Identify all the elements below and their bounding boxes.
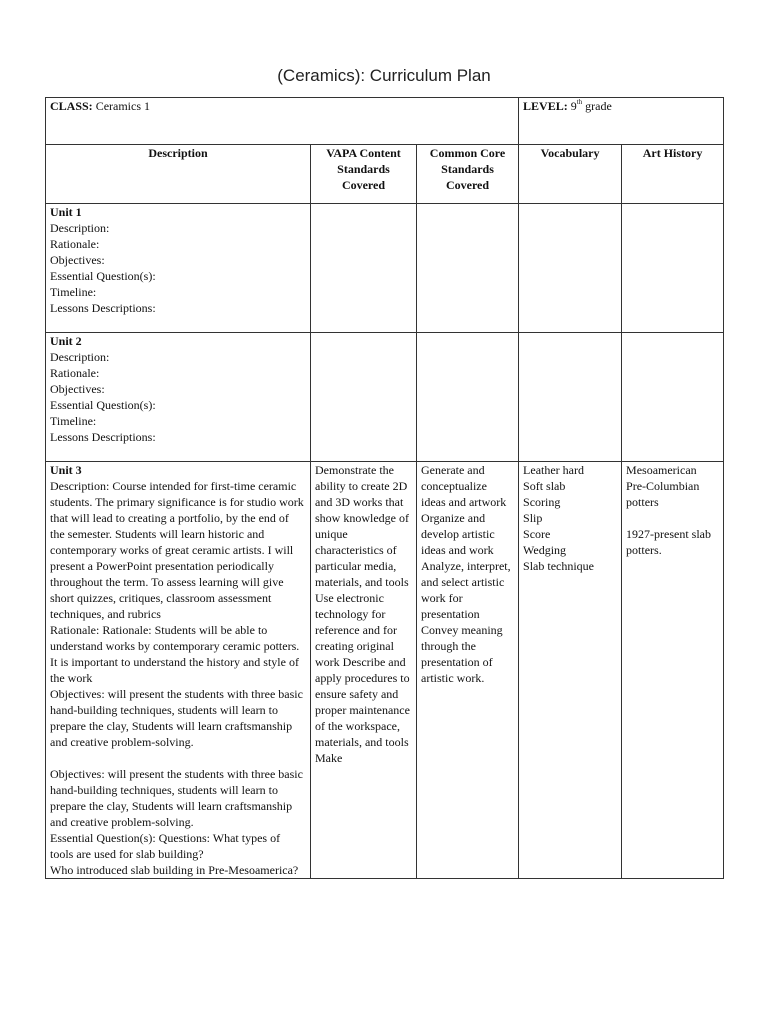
unit-3-row	[46, 462, 724, 879]
unit-1-vapa-cell	[311, 204, 417, 333]
header-description: Description	[46, 145, 311, 204]
vocabulary-item: Slab technique	[523, 559, 595, 573]
unit-2-vocabulary-cell	[519, 333, 622, 462]
header-row	[46, 145, 724, 204]
unit-3-objectives: Objectives: will present the students with three basic hand-building techniques, students will learn to prepare the clay, Students will learn craftsmanship and creative problem-solving.	[50, 687, 303, 749]
unit-1-title: Unit 1	[50, 205, 82, 219]
unit-1-common-core-cell	[417, 204, 519, 333]
vocabulary-item: Scoring	[523, 495, 561, 509]
unit-2-title: Unit 2	[50, 334, 82, 348]
unit-1-description-cell	[46, 204, 311, 333]
class-label: CLASS:	[50, 99, 93, 113]
art-history-item: 1927-present slab potters.	[626, 527, 712, 557]
level-value-text: grade	[585, 99, 612, 113]
unit-2-vapa-cell	[311, 333, 417, 462]
header-vocabulary: Vocabulary	[519, 145, 622, 204]
vocabulary-item: Slip	[523, 511, 543, 525]
spacer	[626, 510, 719, 526]
page-title: (Ceramics): Curriculum Plan	[277, 66, 491, 85]
unit-2-line: Objectives:	[50, 382, 105, 396]
unit-1-line: Lessons Descriptions:	[50, 301, 156, 315]
curriculum-table	[45, 97, 724, 879]
header-common-core: Common Core Standards Covered	[417, 145, 519, 204]
unit-2-line: Rationale:	[50, 366, 100, 380]
unit-1-line: Rationale:	[50, 237, 100, 251]
unit-1-row	[46, 204, 724, 333]
unit-3-vapa-cell	[311, 462, 417, 879]
unit-1-line: Essential Question(s):	[50, 269, 156, 283]
unit-1-art-history-cell	[622, 204, 724, 333]
class-value: Ceramics 1	[95, 99, 151, 113]
header-vapa: VAPA Content Standards Covered	[311, 145, 417, 204]
unit-2-line: Essential Question(s):	[50, 398, 156, 412]
level-cell	[519, 98, 724, 145]
unit-1-line: Objectives:	[50, 253, 105, 267]
art-history-item: Mesoamerican Pre-Columbian potters	[626, 463, 700, 509]
unit-3-objectives-repeat: Objectives: will present the students with three basic hand-building techniques, students will learn to prepare the clay, Students will learn craftsmanship and creative problem-solving.	[50, 767, 303, 829]
unit-3-vapa-text: Demonstrate the ability to create 2D and 3D works that show knowledge of unique characteristics of particular media, materials, and tools Use electronic technology for reference and for creating original work Describe and apply procedures to ensure safety and proper maintenance of the workspace, materials, and tools Make	[315, 463, 410, 765]
level-label: LEVEL:	[523, 99, 568, 113]
unit-3-description-cell	[46, 462, 311, 879]
unit-3-title: Unit 3	[50, 463, 82, 477]
unit-3-art-history-cell	[622, 462, 724, 879]
unit-3-description: Description: Course intended for first-time ceramic students. The primary significance is for studio work that will lead to creating a portfolio, by the end of the semester. Students will learn historic and contemporary works of great ceramic artists. I will present a PowerPoint presentation periodically throughout the term. To assess learning will give short quizzes, critiques, classroom assessment techniques, and rubrics	[50, 479, 304, 621]
unit-1-line: Timeline:	[50, 285, 97, 299]
unit-1-line: Description:	[50, 221, 110, 235]
level-value-num: 9	[570, 99, 577, 113]
vocabulary-item: Wedging	[523, 543, 567, 557]
class-row	[46, 98, 724, 145]
unit-2-row	[46, 333, 724, 462]
unit-2-description-cell	[46, 333, 311, 462]
unit-2-line: Description:	[50, 350, 110, 364]
unit-2-common-core-cell	[417, 333, 519, 462]
unit-3-essential-question-2: Who introduced slab building in Pre-Mesoamerica?	[50, 863, 299, 877]
unit-3-vocabulary-cell	[519, 462, 622, 879]
unit-3-common-core-text: Generate and conceptualize ideas and artwork Organize and develop artistic ideas and work Analyze, interpret, and select artistic work for presentation Convey meaning through the presentation of artistic work.	[421, 463, 511, 685]
unit-1-vocabulary-cell	[519, 204, 622, 333]
level-value-sup: th	[576, 98, 583, 106]
vocabulary-item: Leather hard	[523, 463, 584, 477]
vocabulary-item: Score	[523, 527, 551, 541]
unit-3-common-core-cell	[417, 462, 519, 879]
class-cell	[46, 98, 519, 145]
spacer	[50, 750, 306, 766]
unit-3-essential-question: Essential Question(s): Questions: What types of tools are used for slab building?	[50, 831, 281, 861]
vocabulary-item: Soft slab	[523, 479, 566, 493]
unit-2-line: Timeline:	[50, 414, 97, 428]
unit-2-art-history-cell	[622, 333, 724, 462]
header-art-history: Art History	[622, 145, 724, 204]
unit-2-line: Lessons Descriptions:	[50, 430, 156, 444]
unit-3-rationale: Rationale: Rationale: Students will be able to understand works by contemporary ceramic potters. It is important to understand the history and style of the work	[50, 623, 300, 685]
